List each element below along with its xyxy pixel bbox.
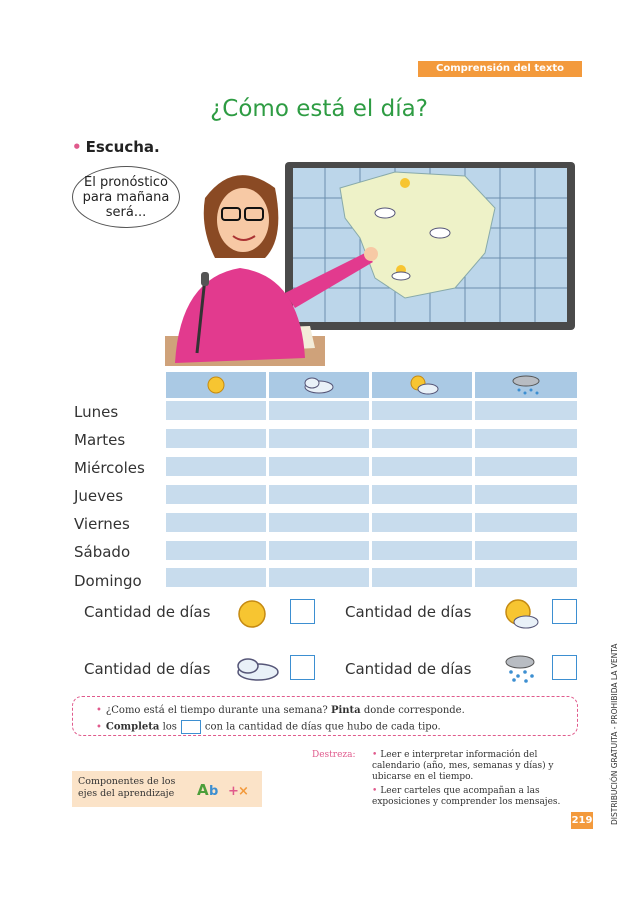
svg-text:+: + <box>228 784 239 799</box>
grid-cell[interactable] <box>269 568 369 587</box>
grid-cell[interactable] <box>166 457 266 476</box>
speech-bubble: El pronóstico para mañana será... <box>72 166 180 228</box>
rain-icon <box>498 650 542 686</box>
activity-line-1-bold: Pinta <box>330 705 361 716</box>
count-label-sun: Cantidad de días <box>84 603 211 621</box>
grid-cell[interactable] <box>269 541 369 560</box>
count-label-partly-sunny: Cantidad de días <box>345 603 472 621</box>
grid-cell[interactable] <box>475 457 577 476</box>
instruction-text: Escucha. <box>85 138 160 156</box>
map-sun-icon <box>400 178 410 188</box>
destreza-item-1-text: Leer e interpretar información del calendario (año, mes, semanas y días) y ubicarse en el tiempo. <box>372 750 554 782</box>
grid-cell[interactable] <box>475 485 577 504</box>
svg-text:b: b <box>209 784 219 799</box>
grid-cell[interactable] <box>269 485 369 504</box>
side-note: DISTRIBUCIÓN GRATUITA - PROHIBIDA LA VENTA <box>610 643 619 825</box>
partly-sunny-icon <box>372 372 472 398</box>
page-title: ¿Cómo está el día? <box>210 96 428 122</box>
count-box-rain[interactable] <box>552 655 577 680</box>
count-box-partly-sunny[interactable] <box>552 599 577 624</box>
grid-cell[interactable] <box>372 429 472 448</box>
microphone <box>201 272 209 286</box>
grid-cell[interactable] <box>475 429 577 448</box>
day-label-miercoles: Miércoles <box>74 459 145 477</box>
activity-line-1 <box>96 705 465 716</box>
grid-cell[interactable] <box>166 513 266 532</box>
activity-bullet-2: • <box>96 721 102 733</box>
destreza-item-1: • Leer e interpretar información del calendario (año, mes, semanas y días) y ubicarse en el tiempo. <box>372 750 554 782</box>
sun-icon <box>166 372 266 398</box>
activity-line-2 <box>96 720 441 734</box>
activity-line-2-bold: Completa <box>105 721 160 733</box>
header-cloudy <box>269 372 369 398</box>
header-rain <box>475 372 577 398</box>
grid-cell[interactable] <box>166 429 266 448</box>
page-number: 219 <box>571 812 593 829</box>
grid-cell[interactable] <box>475 541 577 560</box>
map-rain-icon <box>430 228 450 238</box>
day-label-jueves: Jueves <box>74 487 124 505</box>
grid-cell[interactable] <box>372 513 472 532</box>
day-label-lunes: Lunes <box>74 403 119 421</box>
grid-cell[interactable] <box>166 541 266 560</box>
componentes-text: Componentes de los ejes del aprendizaje <box>78 776 176 799</box>
grid-cell[interactable] <box>166 485 266 504</box>
grid-cell[interactable] <box>475 513 577 532</box>
count-label-rain: Cantidad de días <box>345 660 472 678</box>
grid-cell[interactable] <box>269 513 369 532</box>
count-box-sun[interactable] <box>290 599 315 624</box>
destreza-item-2-text: Leer carteles que acompañan a las exposiciones y comprender los mensajes. <box>372 786 561 807</box>
grid-cell[interactable] <box>372 457 472 476</box>
grid-cell[interactable] <box>269 457 369 476</box>
destreza-label: Destreza: <box>312 750 356 760</box>
inline-box-icon <box>181 720 201 734</box>
grid-cell[interactable] <box>166 401 266 420</box>
day-label-viernes: Viernes <box>74 515 130 533</box>
instruction <box>72 138 160 156</box>
section-tag: Comprensión del texto <box>418 61 582 77</box>
cloudy-icon <box>230 650 282 686</box>
sun-icon <box>230 596 274 632</box>
instruction-bullet: • <box>72 138 82 156</box>
activity-line-2-pre: los <box>162 721 177 733</box>
day-label-domingo: Domingo <box>74 572 142 590</box>
activity-line-1-post: donde corresponde. <box>363 705 465 716</box>
count-box-cloudy[interactable] <box>290 655 315 680</box>
rain-icon <box>475 372 577 398</box>
grid-cell[interactable] <box>475 401 577 420</box>
activity-line-1-text: ¿Como está el tiempo durante una semana? <box>105 705 328 716</box>
grid-cell[interactable] <box>475 568 577 587</box>
svg-text:A: A <box>197 781 209 799</box>
grid-cell[interactable] <box>269 429 369 448</box>
cloudy-icon <box>269 372 369 398</box>
header-sun <box>166 372 266 398</box>
svg-text:×: × <box>238 784 249 799</box>
partly-sunny-icon <box>498 596 542 632</box>
grid-cell[interactable] <box>269 401 369 420</box>
grid-cell[interactable] <box>372 541 472 560</box>
weather-presenter-illustration <box>165 158 580 368</box>
count-label-cloudy: Cantidad de días <box>84 660 211 678</box>
learning-axes-icon <box>195 776 257 802</box>
map-cloud-icon <box>375 208 395 218</box>
day-label-sabado: Sábado <box>74 543 131 561</box>
grid-cell[interactable] <box>166 568 266 587</box>
activity-line-2-post: con la cantidad de días que hubo de cada tipo. <box>204 721 441 733</box>
activity-bullet-1: • <box>96 705 102 716</box>
day-label-martes: Martes <box>74 431 126 449</box>
grid-cell[interactable] <box>372 568 472 587</box>
header-partly-sunny <box>372 372 472 398</box>
grid-cell[interactable] <box>372 401 472 420</box>
grid-cell[interactable] <box>372 485 472 504</box>
destreza-item-2: • Leer carteles que acompañan a las exposiciones y comprender los mensajes. <box>372 786 561 807</box>
